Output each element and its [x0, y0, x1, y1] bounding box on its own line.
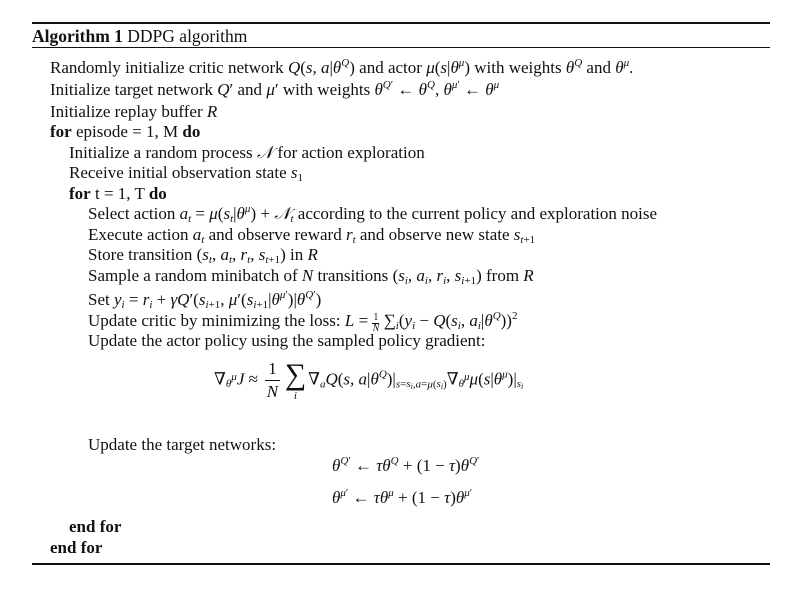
- target-update-actor-equation: $\theta^{\mu'}$ ← $\tau\theta^\mu + (1 - \tau)\theta^{\mu'}$: [332, 487, 473, 507]
- line-init-target: Initialize target network Q′ and μ′ with weights $\theta^{Q'}$ ← $\theta^Q$, $\theta^{\mu'}$ ← $\theta^\mu$: [50, 79, 500, 99]
- line-set-target: Set $y_i = r_i + \gamma Q'(s_{i+1}$, $\mu'(s_{i+1}|\theta^{\mu'})|\theta^{Q'}$): [88, 289, 322, 311]
- bottom-rule: [32, 563, 770, 565]
- policy-gradient-equation: $\nabla_{\theta^\mu}J$ ≈ $\frac{1}{N}$ ∑ i $\nabla_aQ(s$, $a|\theta^Q)|_{s=s_i,a=\mu(s_i)}\nabla_{\theta^\mu}\mu(s|\theta^\mu)|_{s_i}$: [214, 357, 524, 402]
- caption-rule: [32, 47, 770, 48]
- line-update-actor: Update the actor policy using the sampled policy gradient:: [88, 331, 486, 350]
- algorithm-label: Algorithm 1: [32, 26, 123, 46]
- line-store-transition: Store transition ($s_t$, $a_t$, $r_t$, $s_{t+1}$) in R: [88, 245, 318, 266]
- line-update-targets: Update the target networks:: [88, 435, 277, 454]
- end-for-inner: end for: [69, 517, 122, 536]
- line-receive-state: Receive initial observation state $s_1$: [69, 163, 303, 184]
- algorithm-caption: [32, 25, 247, 47]
- line-for-episode: for episode = 1, M do: [50, 122, 201, 141]
- line-for-t: for t = 1, T do: [69, 184, 167, 203]
- target-update-critic-equation: $\theta^{Q'}$ ← $\tau\theta^Q + (1 - \tau)\theta^{Q'}$: [332, 455, 480, 475]
- end-for-outer: end for: [50, 538, 103, 557]
- line-sample-minibatch: Sample a random minibatch of N transitions ($s_i$, $a_i$, $r_i$, $s_{i+1}$) from R: [88, 266, 534, 287]
- line-random-process: Initialize a random process 𝒩 for action exploration: [69, 143, 425, 162]
- line-init-buffer: Initialize replay buffer R: [50, 102, 218, 121]
- algorithm-title: DDPG algorithm: [127, 26, 248, 46]
- line-execute-action: Execute action $a_t$ and observe reward $r_t$ and observe new state $s_{t+1}$: [88, 225, 536, 246]
- top-rule: [32, 22, 770, 24]
- line-select-action: Select action $a_t = \mu(s_t|\theta^\mu)$ + 𝒩$_t$ according to the current policy and exploration noise: [88, 203, 658, 225]
- line-init-critic-actor: Randomly initialize critic network Q(s, $a|\theta^Q$) and actor $\mu(s|\theta^\mu)$ with weights $\theta^Q$ and $\theta^\mu$.: [50, 57, 634, 77]
- line-update-critic: Update critic by minimizing the loss: L = $\frac{1}{N}$ $\sum_i(y_i - Q(s_i$, $a_i|\theta^Q))^2$: [88, 310, 518, 334]
